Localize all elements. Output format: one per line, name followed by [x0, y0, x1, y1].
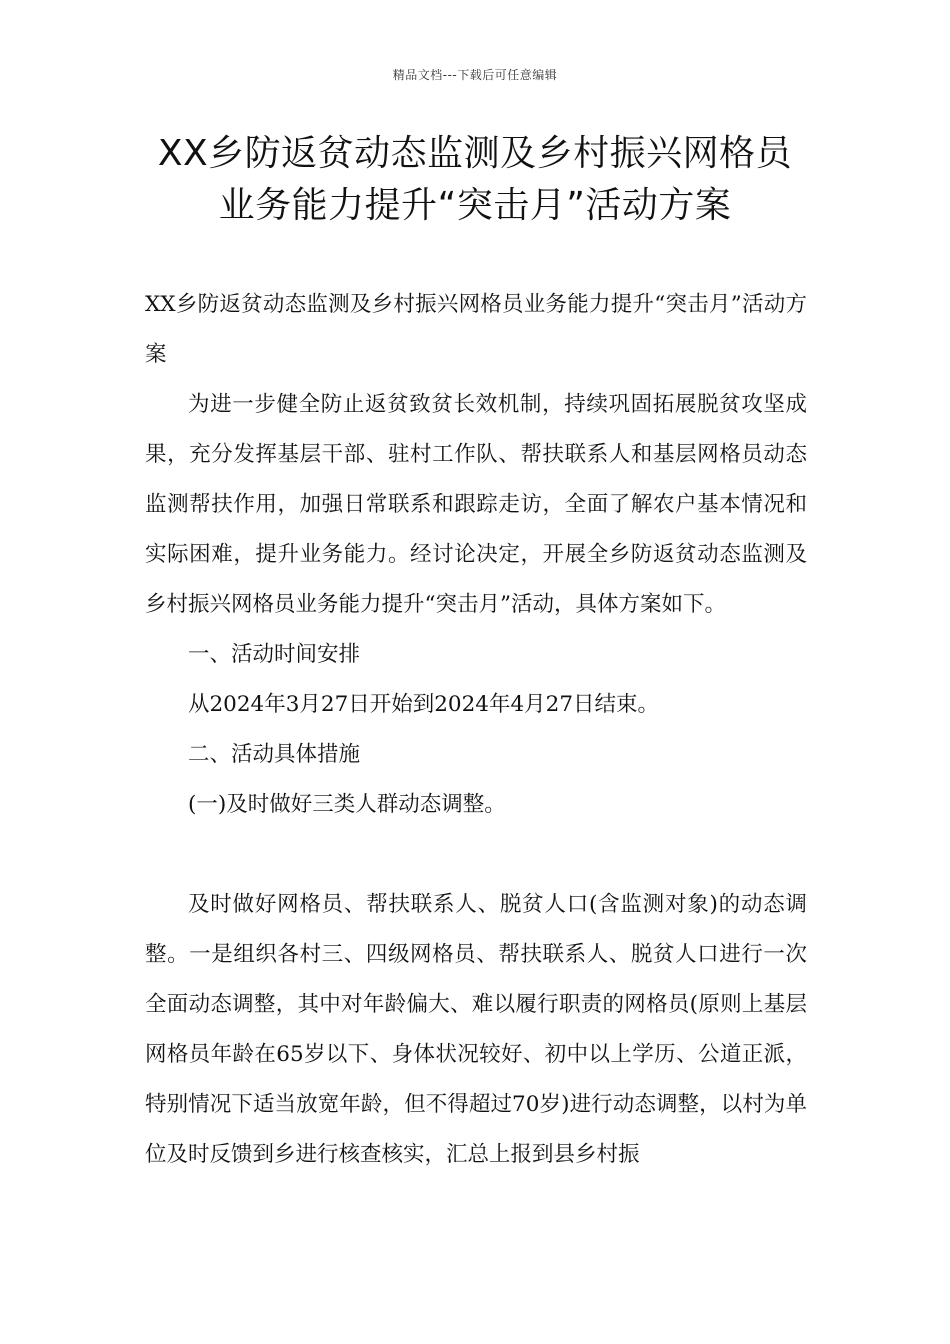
header-note: 精品文档---下载后可任意编辑: [392, 68, 558, 82]
section-1-text: 从2024年3月27日开始到2024年4月27日结束。: [188, 692, 660, 717]
subsection-1-paragraph: 及时做好网格员、帮扶联系人、脱贫人口(含监测对象)的动态调整。一是组织各村三、四级网格员、帮扶联系人、脱贫人口进行一次全面动态调整，其中对年龄偏大、难以履行职责的网格员(原则上基层网格员年龄在65岁以下、身体状况较好、初中以上学历、公道正派，特别情况下适当放宽年龄，但不得超过70岁)进行动态调整，以村为单位及时反馈到乡进行核查核实，汇总上报到县乡村振: [145, 892, 807, 1167]
document-title-line-2: 业务能力提升“突击月”活动方案: [218, 185, 732, 226]
section-2-heading: 二、活动具体措施: [188, 742, 361, 767]
subsection-1-heading: (一)及时做好三类人群动态调整。: [188, 792, 506, 817]
document-title: [120, 128, 830, 232]
paragraph-gap: [145, 830, 807, 880]
restated-title: XX乡防返贫动态监测及乡村振兴网格员业务能力提升“突击月”活动方案: [145, 292, 807, 367]
document-body: [145, 280, 807, 1180]
section-1-heading: 一、活动时间安排: [188, 642, 361, 667]
document-title-line-1: XX乡防返贫动态监测及乡村振兴网格员: [157, 133, 793, 174]
intro-paragraph: 为进一步健全防止返贫致贫长效机制，持续巩固拓展脱贫攻坚成果，充分发挥基层干部、驻村工作队、帮扶联系人和基层网格员动态监测帮扶作用，加强日常联系和跟踪走访，全面了解农户基本情况和实际困难，提升业务能力。经讨论决定，开展全乡防返贫动态监测及乡村振兴网格员业务能力提升“突击月”活动，具体方案如下。: [145, 392, 807, 617]
